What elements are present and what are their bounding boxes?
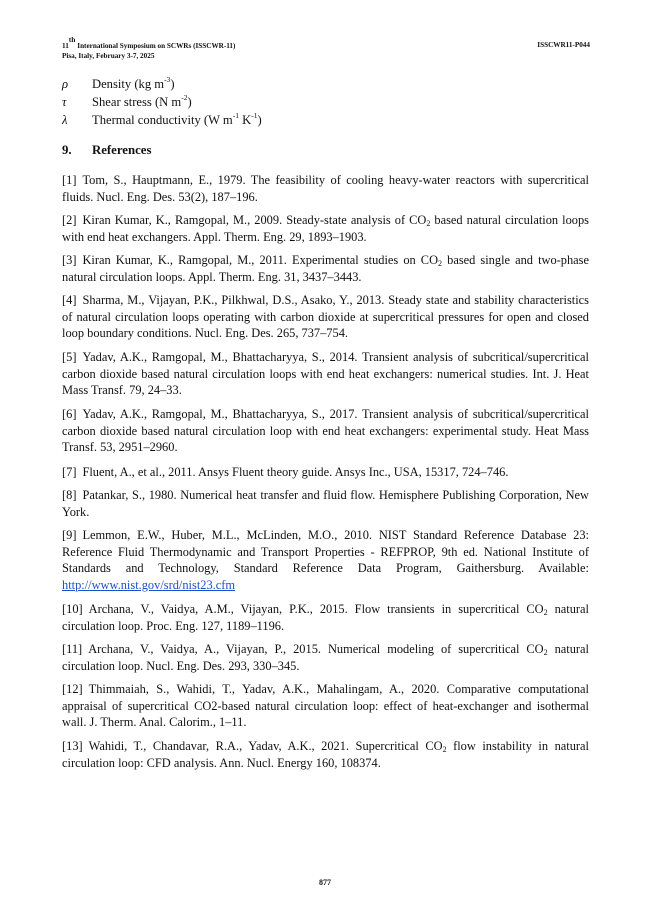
conference-header (62, 35, 236, 61)
reference-item (62, 292, 589, 342)
conference-name: 11th International Symposium on SCWRs (ISSCWR-11) (62, 35, 236, 50)
reference-item (62, 738, 589, 771)
reference-text: Kiran Kumar, K., Ramgopal, M., 2009. Steady-state analysis of $CO_2$ based natural circulation loops with end heat exchangers. Appl. Therm. Eng. 29, 1893–1903. (62, 213, 589, 244)
reference-label: [8] (62, 488, 77, 502)
reference-text: Yadav, A.K., Ramgopal, M., Bhattacharyya, S., 2017. Transient analysis of subcritical/supercritical carbon dioxide based natural circulation loop with end heat exchangers: experimental study. Heat Mass Transf. 53, 2951–2960. (62, 407, 589, 455)
reference-item (62, 464, 589, 481)
reference-item (62, 641, 589, 674)
reference-label: [13] (62, 739, 83, 753)
reference-text: Patankar, S., 1980. Numerical heat transfer and fluid flow. Hemisphere Publishing Corporation, New York. (62, 488, 589, 519)
paper-id: ISSCWR11-P044 (537, 41, 590, 49)
reference-text: Wahidi, T., Chandavar, R.A., Yadav, A.K., 2021. Supercritical $CO_2$ flow instability in natural circulation loop: CFD analysis. Ann. Nucl. Energy 160, 108374. (62, 739, 589, 770)
symbol-description: Density (kg $m^{-3}$) (92, 75, 175, 91)
reference-text: Kiran Kumar, K., Ramgopal, M., 2011. Experimental studies on $CO_2$ based single and two-phase natural circulation loops. Appl. Therm. Eng. 31, 3437–3443. (62, 253, 590, 284)
reference-item (62, 681, 589, 731)
superscript: -3 (164, 75, 171, 84)
symbol-description: Thermal conductivity (W $m^{-1}$ $K^{-1}$) (92, 111, 262, 127)
reference-label: [10] (62, 602, 83, 616)
subscript: 2 (438, 259, 443, 268)
symbol-description: Shear stress (N $m^{-2}$) (92, 93, 192, 109)
reference-label: [9] (62, 528, 77, 542)
reference-item (62, 601, 589, 634)
reference-label: [3] (62, 253, 77, 267)
symbol-glyph: τ (62, 95, 67, 109)
reference-item (62, 212, 589, 245)
reference-item (62, 487, 589, 520)
subscript: 2 (543, 648, 548, 657)
subscript: 2 (442, 745, 447, 754)
superscript: -1 (251, 111, 258, 120)
subscript: 2 (543, 608, 548, 617)
reference-item (62, 172, 589, 205)
reference-text: Archana, V., Vaidya, A., Vijayan, P., 2015. Numerical modeling of supercritical $CO_2$ natural circulation loop. Nucl. Eng. Des. 293, 330–345. (62, 642, 589, 673)
reference-item (62, 349, 589, 399)
symbol-glyph: λ (62, 113, 68, 127)
subscript: 2 (426, 219, 431, 228)
superscript: -2 (181, 93, 188, 102)
section-heading (62, 142, 151, 158)
reference-label: [5] (62, 350, 77, 364)
reference-label: [2] (62, 213, 77, 227)
page-number: 877 (319, 878, 331, 887)
reference-label: [6] (62, 407, 77, 421)
symbol-glyph: ρ (62, 77, 69, 91)
section-title: References (92, 143, 152, 157)
reference-label: [12] (62, 682, 83, 696)
reference-label: [4] (62, 293, 77, 307)
reference-text: Tom, S., Hauptmann, E., 1979. The feasibility of cooling heavy-water reactors with supercritical fluids. Nucl. Eng. Des. 53(2), 187–196. (62, 173, 589, 204)
reference-text: Yadav, A.K., Ramgopal, M., Bhattacharyya, S., 2014. Transient analysis of subcritical/supercritical carbon dioxide based natural circulation loops with end heat exchangers: numerical studies. Int. J. Heat Mass Transf. 79, 24–33. (62, 350, 589, 398)
reference-text: Thimmaiah, S., Wahidi, T., Yadav, A.K., Mahalingam, A., 2020. Comparative computational appraisal of supercritical CO2-based natural circulation loop: effect of heat-exchanger and isothermal wall. J. Therm. Anal. Calorim., 1–11. (62, 682, 589, 730)
reference-text: Sharma, M., Vijayan, P.K., Pilkhwal, D.S., Asako, Y., 2013. Steady state and stability characteristics of natural circulation loops operating with carbon dioxide at supercritical pressures for open and closed loop boundary conditions. Nucl. Eng. Des. 265, 737–754. (62, 293, 589, 341)
superscript: -1 (232, 111, 239, 120)
reference-item (62, 527, 589, 593)
reference-link[interactable]: http://www.nist.gov/srd/nist23.cfm (62, 577, 236, 592)
reference-label: [11] (62, 642, 83, 656)
reference-item (62, 252, 589, 285)
reference-text: Archana, V., Vaidya, A.M., Vijayan, P.K., 2015. Flow transients in supercritical $CO_2$ natural circulation loop. Proc. Eng. 127, 1189–1196. (62, 602, 589, 633)
reference-item (62, 406, 589, 456)
reference-text: Fluent, A., et al., 2011. Ansys Fluent theory guide. Ansys Inc., USA, 15317, 724–746. (82, 465, 509, 479)
conference-location: Pisa, Italy, February 3-7, 2025 (62, 52, 155, 60)
section-number: 9. (62, 143, 72, 157)
reference-text: Lemmon, E.W., Huber, M.L., McLinden, M.O., 2010. NIST Standard Reference Database 23: Reference Fluid Thermodynamic and Transport Properties - REFPROP, 9th ed. National Institute of Standards and Technology, Standard Reference Data Program, Gaithersburg. Available: (62, 528, 589, 576)
reference-label: [1] (62, 173, 77, 187)
reference-label: [7] (62, 465, 77, 479)
